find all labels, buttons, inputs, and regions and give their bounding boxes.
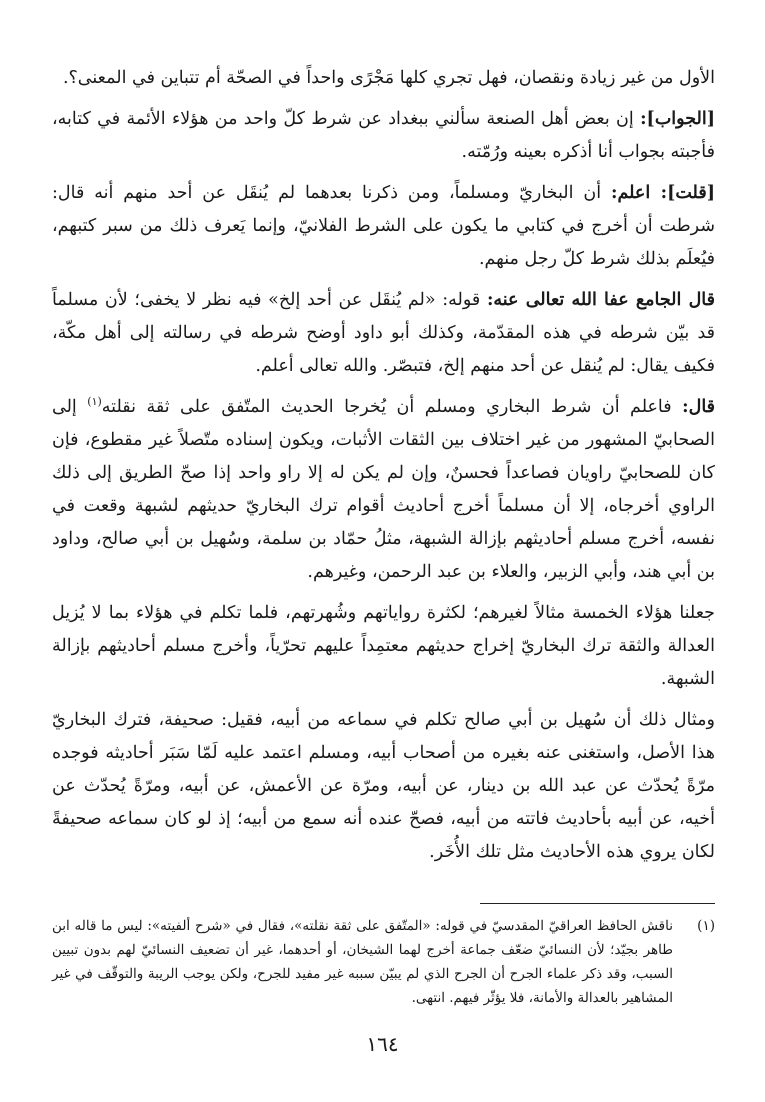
footnote-reference[interactable]: (١) [87,395,102,409]
footnote [52,914,715,1010]
footnote-text: ناقش الحافظ العراقيّ المقدسيّ في قوله: «المتّفق على ثقة نقلته»، فقال في «شرح ألفيته»: ليس ما قاله ابن طاهر بجيّد؛ لأن النسائيّ ضعّف جماعة أخرج لهما الشيخان، أو أحدهما، غير أن تضعيف النسائيّ لهم بدون تبيين السبب، وقد ذكر علماء الجرح أن الجرح الذي لم يبيّن سببه غير مفيد للجرح، ولكن يوجب الريبة والتوقّف في غير المشاهير بالعدالة والأمانة، فلا يؤثّر فيهم. انتهى. [52,918,673,1006]
paragraph-4 [52,284,715,383]
footnote-divider [480,903,715,904]
paragraph-2-text: إن بعض أهل الصنعة سألني ببغداد عن شرط كلّ واحد من هؤلاء الأئمة في كتابه، فأجبته بجواب أنا أذكره بعينه ورُمّته. [52,109,715,162]
paragraph-2 [52,103,715,169]
paragraph-4-lead: قال الجامع عفا الله تعالى عنه: [486,290,715,310]
paragraph-6-text: جعلنا هؤلاء الخمسة مثالاً لغيرهم؛ لكثرة رواياتهم وشُهرتهم، فلما تكلم في هؤلاء بما لا يُزيل العدالة والثقة ترك البخاريّ إخراج حديثهم معتمِداً عليهم تحرّياً، وأخرج مسلم أحاديثهم بإزالة الشبهة. [52,603,715,689]
paragraph-2-lead: [الجواب]: [640,109,715,129]
paragraph-6 [52,597,715,696]
paragraph-7-text: ومثال ذلك أن سُهيل بن أبي صالح تكلم في سماعه من أبيه، فقيل: صحيفة، فترك البخاريّ هذا الأصل، واستغنى عنه بغيره من أصحاب أبيه، ومسلم اعتمد عليه لَمّا سَبَر أحاديثه فوجده مرّةً يُحدّث عن عبد الله بن دينار، عن أبيه، ومرّة عن الأعمش، عن أبيه، ومرّةً يُحدّث عن أخيه، عن أبيه بأحاديث فاتته من أبيه، فصحّ عنده أنه سمع من أبيه؛ إذ لو كان سماعه صحيفةً لكان يروي هذه الأحاديث مثل تلك الأُخَر. [52,710,715,862]
paragraph-1-text: الأول من غير زيادة ونقصان، فهل تجري كلها مَجْرًى واحداً في الصحّة أم تتباين في المعنى؟. [62,68,715,88]
footnote-number: (١) [697,918,715,934]
paragraph-3-lead: [قلت]: اعلم: [610,183,715,203]
paragraph-3 [52,177,715,276]
paragraph-3-text: أن البخاريّ ومسلماً، ومن ذكرنا بعدهما لم يُنقَل عن أحد منهم أنه قال: شرطت أن أخرج في كتابي ما يكون على الشرط الفلانيّ، وإنما يَعرف ذلك من سبر كتبهم، فيُعلَم بذلك شرط كلّ رجل منهم. [52,183,715,269]
paragraph-5-text-continued: إلى الصحابيّ المشهور من غير اختلاف بين الثقات الأثبات، ويكون إسناده متّصلاً غير مقطوع، فإن كان للصحابيّ راويان فصاعداً فحسنٌ، وإن لم يكن له إلا راو واحد إذا صحّ الطريق إلى ذلك الراوي أخرجاه، إلا أن مسلماً أخرج أحاديث أقوام ترك البخاريّ حديثهم لشبهة وقعت في نفسه، أخرج مسلم أحاديثهم بإزالة الشبهة، مثلُ حمّاد بن سلمة، وسُهيل بن أبي صالح، وداود بن أبي هند، وأبي الزبير، والعلاء بن عبد الرحمن، وغيرهم. [52,397,715,582]
page-number: ١٦٤ [366,1032,399,1056]
paragraph-5-text: فاعلم أن شرط البخاري ومسلم أن يُخرجا الحديث المتّفق على ثقة نقلته [101,397,672,417]
paragraph-1 [52,62,715,95]
paragraph-4-text: قوله: «لم يُنقَل عن أحد إلخ» فيه نظر لا يخفى؛ لأن مسلماً قد بيّن شرطه في هذه المقدّمة، وكذلك أبو داود أوضح شرطه في رسالته إلى أهل مكّة، فكيف يقال: لم يُنقل عن أحد منهم إلخ، فتبصّر. والله تعالى أعلم. [52,290,715,376]
paragraph-7 [52,704,715,869]
paragraph-5-lead: قال: [682,397,716,417]
paragraph-5 [52,391,715,589]
